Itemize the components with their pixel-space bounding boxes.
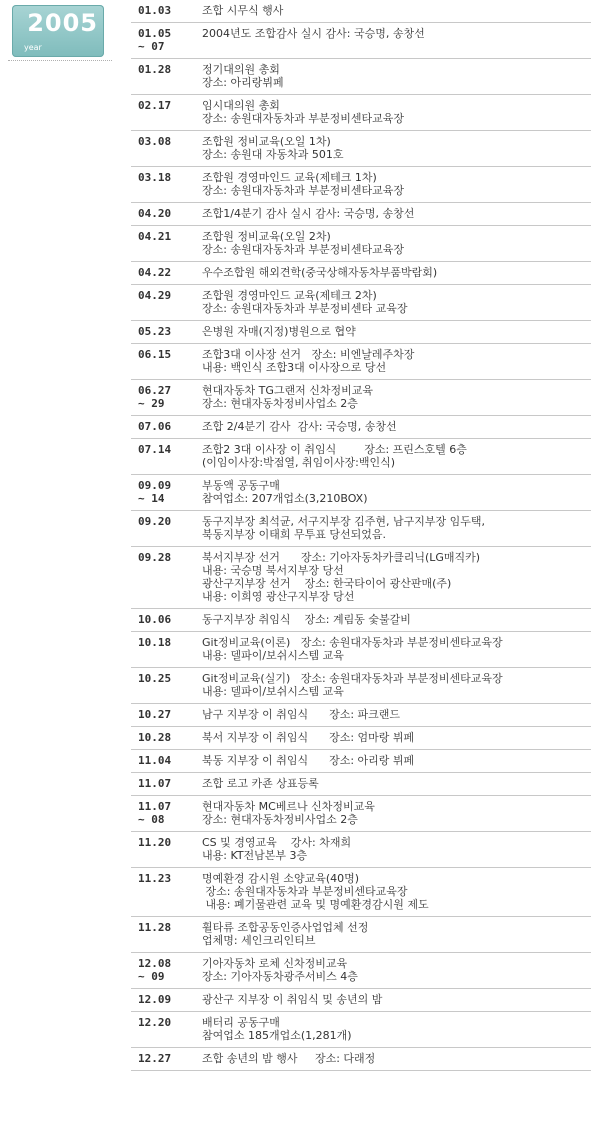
event-line: 참여업소: 207개업소(3,210BOX) [202, 492, 368, 505]
event-line: 장소: 송원대자동차과 부분정비센타 교육장 [202, 302, 408, 315]
event-line: Git정비교육(이론) 장소: 송원대자동차과 부분정비센타교육장 [202, 636, 503, 649]
event-row [131, 773, 591, 796]
event-date: 11.28 [138, 921, 172, 934]
event-row [131, 668, 591, 704]
event-line: 장소: 아리랑뷔페 [202, 76, 284, 89]
event-line: 조합 시무식 행사 [202, 4, 284, 17]
event-row [131, 953, 591, 989]
event-line: 동구지부장 최석균, 서구지부장 김주현, 남구지부장 임두택, [202, 515, 485, 528]
event-date: 09.28 [138, 551, 172, 564]
event-row [131, 439, 591, 475]
event-line: 동구지부장 취임식 장소: 계림동 숯불갈비 [202, 613, 411, 626]
event-line: 조합3대 이사장 선거 장소: 비엔날레주차장 [202, 348, 415, 361]
event-description [202, 135, 591, 161]
events-list [131, 0, 591, 1071]
event-line: 광산구지부장 선거 장소: 한국타이어 광산판매(주) [202, 577, 452, 590]
event-line: 장소: 현대자동차정비사업소 2층 [202, 813, 358, 826]
event-date: 07.14 [138, 443, 172, 456]
sidebar-divider [8, 60, 112, 61]
event-line: 업체명: 세인크리인티브 [202, 934, 316, 947]
event-date: 06.15 [138, 348, 172, 361]
event-date: 12.08 ~ 09 [138, 957, 172, 983]
event-line: 내용: 델파이/보쉬시스템 교육 [202, 649, 344, 662]
event-description [202, 63, 591, 89]
event-row [131, 59, 591, 95]
event-row [131, 262, 591, 285]
event-line: CS 및 경영교육 강사: 차재희 [202, 836, 352, 849]
event-description [202, 515, 591, 541]
event-line: 명예환경 감시원 소양교육(40명) [202, 872, 360, 885]
event-line: 장소: 송원대자동차과 부분정비센타교육장 [202, 184, 404, 197]
event-description [202, 993, 591, 1006]
event-row [131, 727, 591, 750]
event-line: 내용: KT전남본부 3층 [202, 849, 308, 862]
event-row [131, 1048, 591, 1071]
event-line: 조합원 정비교육(오일 2차) [202, 230, 331, 243]
event-description [202, 348, 591, 374]
event-description [202, 836, 591, 862]
event-date: 11.04 [138, 754, 172, 767]
event-row [131, 344, 591, 380]
event-date: 05.23 [138, 325, 172, 338]
event-line: 내용: 백인식 조합3대 이사장으로 당선 [202, 361, 387, 374]
event-date: 11.23 [138, 872, 172, 885]
event-date: 10.06 [138, 613, 172, 626]
event-description [202, 27, 591, 53]
event-row [131, 989, 591, 1012]
event-description [202, 754, 591, 767]
event-description [202, 289, 591, 315]
event-line: 배터리 공동구매 [202, 1016, 280, 1029]
event-description [202, 708, 591, 721]
event-line: 조합 송년의 밤 행사 장소: 다래정 [202, 1052, 376, 1065]
event-line: 조합원 경영마인드 교육(제테크 1차) [202, 171, 377, 184]
event-description [202, 613, 591, 626]
event-date: 03.08 [138, 135, 172, 148]
event-line: 내용: 델파이/보쉬시스템 교육 [202, 685, 344, 698]
year-label: year [24, 43, 42, 52]
event-line: 북동 지부장 이 취임식 장소: 아리랑 뷔페 [202, 754, 415, 767]
event-row [131, 704, 591, 727]
event-row [131, 131, 591, 167]
event-description [202, 4, 591, 17]
event-line: 우수조합원 해외견학(중국상해자동차부품박람회) [202, 266, 438, 279]
event-line: 장소: 기아자동차광주서비스 4층 [202, 970, 358, 983]
event-row [131, 226, 591, 262]
event-date: 09.09 ~ 14 [138, 479, 172, 505]
event-line: 현대자동차 MC베르나 신차정비교육 [202, 800, 375, 813]
event-line: 부동액 공동구매 [202, 479, 280, 492]
year-number: 2005 [27, 9, 98, 37]
event-line: 북서 지부장 이 취임식 장소: 엄마랑 뷔페 [202, 731, 415, 744]
event-date: 04.29 [138, 289, 172, 302]
event-date: 11.07 [138, 777, 172, 790]
event-line: 현대자동차 TG그랜저 신차정비교육 [202, 384, 373, 397]
event-description [202, 800, 591, 826]
event-line: 장소: 송원대자동차과 부분정비센타교육장 [202, 885, 408, 898]
event-line: Git정비교육(실기) 장소: 송원대자동차과 부분정비센타교육장 [202, 672, 503, 685]
event-description [202, 636, 591, 662]
event-date: 12.27 [138, 1052, 172, 1065]
event-description [202, 1016, 591, 1042]
event-row [131, 917, 591, 953]
event-date: 10.27 [138, 708, 172, 721]
event-description [202, 479, 591, 505]
event-description [202, 207, 591, 220]
event-date: 01.05 ~ 07 [138, 27, 172, 53]
event-line: 은병원 자매(지정)병원으로 협약 [202, 325, 356, 338]
event-date: 01.28 [138, 63, 172, 76]
event-line: 장소: 송원대자동차과 부분정비센타교육장 [202, 112, 404, 125]
event-line: 조합원 경영마인드 교육(제테크 2차) [202, 289, 377, 302]
event-row [131, 0, 591, 23]
event-date: 02.17 [138, 99, 172, 112]
event-date: 04.21 [138, 230, 172, 243]
event-line: 참여업소 185개업소(1,281개) [202, 1029, 352, 1042]
event-description [202, 1052, 591, 1065]
event-line: 북서지부장 선거 장소: 기아자동차카클리닉(LG매직카) [202, 551, 481, 564]
event-line: 내용: 이희영 광산구지부장 당선 [202, 590, 355, 603]
year-badge [12, 5, 104, 57]
event-description [202, 872, 591, 911]
event-row [131, 23, 591, 59]
event-line: 기아자동차 로체 신차정비교육 [202, 957, 348, 970]
event-date: 01.03 [138, 4, 172, 17]
event-date: 09.20 [138, 515, 172, 528]
event-description [202, 443, 591, 469]
event-line: 장소: 현대자동차정비사업소 2층 [202, 397, 358, 410]
event-line: 북동지부장 이태희 무투표 당선되었음. [202, 528, 387, 541]
event-row [131, 868, 591, 917]
event-description [202, 266, 591, 279]
event-date: 10.25 [138, 672, 172, 685]
event-line: 내용: 폐기물관련 교육 및 명예환경감시원 제도 [202, 898, 429, 911]
event-row [131, 609, 591, 632]
event-row [131, 380, 591, 416]
event-line: 조합2 3대 이사장 이 취임식 장소: 프린스호텔 6층 [202, 443, 467, 456]
event-line: 조합 2/4분기 감사 감사: 국승명, 송창선 [202, 420, 397, 433]
event-description [202, 325, 591, 338]
event-date: 04.22 [138, 266, 172, 279]
event-row [131, 1012, 591, 1048]
event-line: 휠타류 조합공동인증사업업체 선정 [202, 921, 369, 934]
event-row [131, 547, 591, 609]
event-row [131, 632, 591, 668]
event-date: 04.20 [138, 207, 172, 220]
event-row [131, 285, 591, 321]
event-row [131, 796, 591, 832]
event-row [131, 475, 591, 511]
event-date: 11.20 [138, 836, 172, 849]
event-description [202, 921, 591, 947]
event-row [131, 416, 591, 439]
event-row [131, 167, 591, 203]
event-row [131, 511, 591, 547]
event-description [202, 957, 591, 983]
event-date: 07.06 [138, 420, 172, 433]
event-description [202, 731, 591, 744]
event-line: 2004년도 조합감사 실시 감사: 국승명, 송창선 [202, 27, 425, 40]
event-line: 정기대의원 총회 [202, 63, 280, 76]
event-date: 10.28 [138, 731, 172, 744]
event-line: 임시대의원 총회 [202, 99, 280, 112]
event-date: 12.20 [138, 1016, 172, 1029]
event-description [202, 384, 591, 410]
event-line: 조합원 정비교육(오일 1차) [202, 135, 331, 148]
event-description [202, 171, 591, 197]
event-row [131, 95, 591, 131]
event-description [202, 420, 591, 433]
event-line: 조합1/4분기 감사 실시 감사: 국승명, 송창선 [202, 207, 415, 220]
event-line: 장소: 송원대자동차과 부분정비센타교육장 [202, 243, 404, 256]
event-description [202, 551, 591, 603]
event-row [131, 203, 591, 226]
event-line: 남구 지부장 이 취임식 장소: 파크랜드 [202, 708, 401, 721]
event-date: 03.18 [138, 171, 172, 184]
event-date: 11.07 ~ 08 [138, 800, 172, 826]
event-date: 12.09 [138, 993, 172, 1006]
event-description [202, 99, 591, 125]
event-line: 광산구 지부장 이 취임식 및 송년의 밤 [202, 993, 383, 1006]
event-description [202, 777, 591, 790]
event-description [202, 230, 591, 256]
event-line: 내용: 국승명 북서지부장 당선 [202, 564, 344, 577]
event-row [131, 321, 591, 344]
event-row [131, 750, 591, 773]
event-date: 10.18 [138, 636, 172, 649]
event-line: 조합 로고 카죤 상표등록 [202, 777, 319, 790]
event-row [131, 832, 591, 868]
event-line: 장소: 송원대 자동차과 501호 [202, 148, 344, 161]
event-line: (이임이사장:박점열, 취임이사장:백인식) [202, 456, 396, 469]
event-description [202, 672, 591, 698]
event-date: 06.27 ~ 29 [138, 384, 172, 410]
